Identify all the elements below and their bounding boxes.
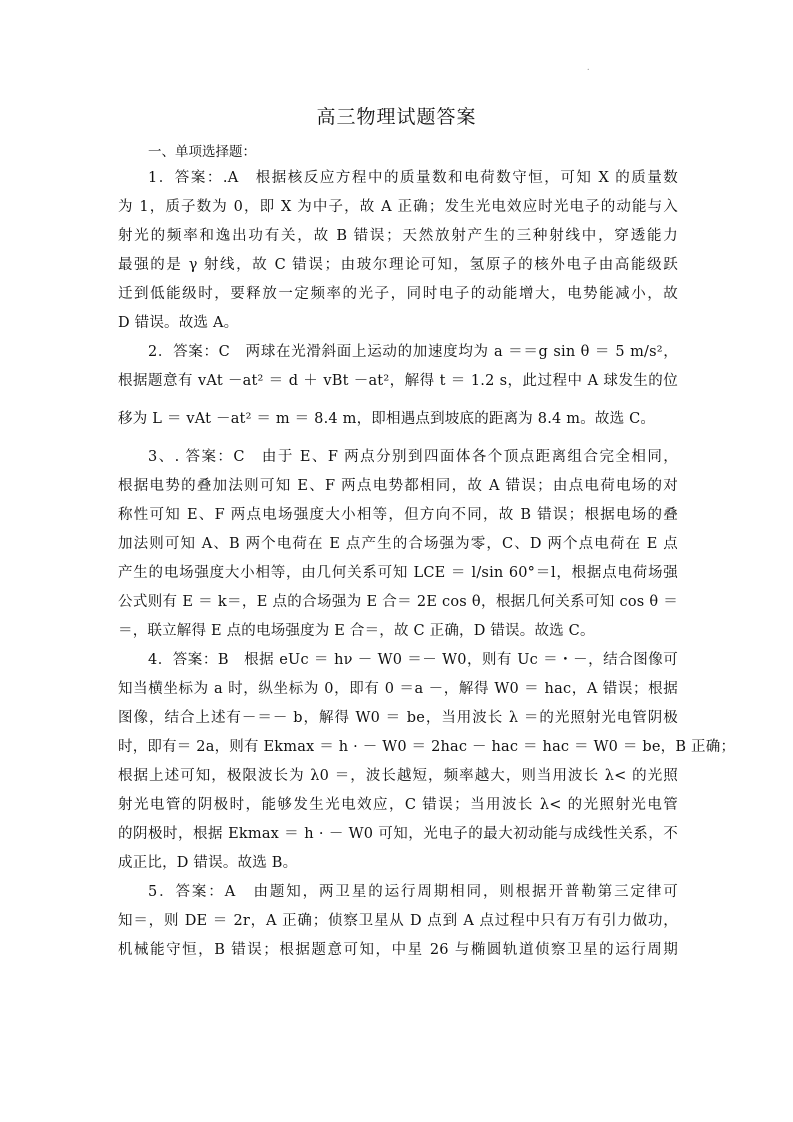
text-line: 最强的是 γ 射线，故 C 错误；由玻尔理论可知，氢原子的核外电子由高能级跃 (118, 257, 678, 273)
text-line: 3、. 答案：C 由于 E、F 两点分别到四面体各个顶点距离组合完全相同， (148, 449, 678, 465)
text-line: D 错误。故选 A。 (118, 315, 239, 331)
text-line: 射光电管的阴极时，能够发生光电效应，C 错误；当用波长 λ< 的光照射光电管 (118, 797, 678, 813)
text-line: 迁到低能级时，要释放一定频率的光子，同时电子的动能增大，电势能减小，故 (118, 286, 678, 302)
corner-dot: . (587, 62, 590, 73)
text-line: 图像，结合上述有－＝－ b，解得 W0 ＝ be，当用波长 λ ＝的光照射光电管阴极 (118, 710, 678, 726)
text-line: 成正比，D 错误。故选 B。 (118, 855, 298, 871)
section-heading: 一、单项选择题： (148, 144, 256, 160)
text-line: 射光的频率和逸出功有关，故 B 错误；天然放射产生的三种射线中，穿透能力 (118, 228, 678, 244)
text-line: 机械能守恒，B 错误；根据题意可知，中星 26 与椭圆轨道侦察卫星的运行周期 (118, 942, 678, 958)
text-line: ＝，联立解得 E 点的电场强度为 E 合＝，故 C 正确，D 错误。故选 C。 (118, 623, 595, 639)
text-line: 根据上述可知，极限波长为 λ0 ＝，波长越短，频率越大，则当用波长 λ< 的光照 (118, 768, 678, 784)
text-line: 为 1，质子数为 0，即 X 为中子，故 A 正确；发生光电效应时光电子的动能与入 (118, 199, 678, 215)
answer-body (118, 140, 736, 965)
text-line: 4．答案：B 根据 eUc ＝ hν － W0 ＝－ W0，则有 Uc ＝・－，结合图像可 (148, 652, 678, 668)
text-line: 时，即有＝ 2a，则有 Ekmax ＝ h · － W0 ＝ 2hac － hac ＝ hac ＝ W0 ＝ be，B 正确； (118, 739, 736, 755)
text-line: 知当横坐标为 a 时，纵坐标为 0，即有 0 ＝a －，解得 W0 ＝ hac，A 错误；根据 (118, 681, 678, 697)
answer-lines (118, 164, 736, 965)
text-line: 称性可知 E、F 两点电场强度大小相等，但方向不同，故 B 错误；根据电场的叠 (118, 507, 678, 523)
text-line: 1．答案：.A 根据核反应方程中的质量数和电荷数守恒，可知 X 的质量数 (148, 170, 678, 186)
text-line: 知＝，则 DE ＝ 2r，A 正确；侦察卫星从 D 点到 A 点过程中只有万有引力做功， (118, 913, 678, 929)
text-line: 2．答案：C 两球在光滑斜面上运动的加速度均为 a ＝＝g sin θ ＝ 5 m/s²， (148, 344, 678, 360)
text-line: 5．答案：A 由题知，两卫星的运行周期相同，则根据开普勒第三定律可 (148, 884, 678, 900)
text-line: 加法则可知 A、B 两个电荷在 E 点产生的合场强为零，C、D 两个点电荷在 E 点 (118, 536, 678, 552)
text-line: 移为 L ＝ vAt －at² ＝ m ＝ 8.4 m，即相遇点到坡底的距离为 8.4 m。故选 C。 (118, 411, 656, 427)
text-line: 的阴极时，根据 Ekmax ＝ h · － W0 可知，光电子的最大初动能与成线性关系，不 (118, 826, 678, 842)
text-line: 产生的电场强度大小相等，由几何关系可知 LCE ＝ l/sin 60°＝l，根据点电荷场强 (118, 565, 678, 581)
text-line: 根据题意有 vAt －at² ＝ d ＋ vBt －at²，解得 t ＝ 1.2 s，此过程中 A 球发生的位 (118, 373, 678, 389)
text-line: 公式则有 E ＝ k＝，E 点的合场强为 E 合＝ 2E cos θ，根据几何关系可知 cos θ ＝ (118, 594, 678, 610)
page-title: 高三物理试题答案 (316, 106, 477, 128)
text-line: 根据电势的叠加法则可知 E、F 两点电势都相同，故 A 错误；由点电荷电场的对 (118, 478, 678, 494)
